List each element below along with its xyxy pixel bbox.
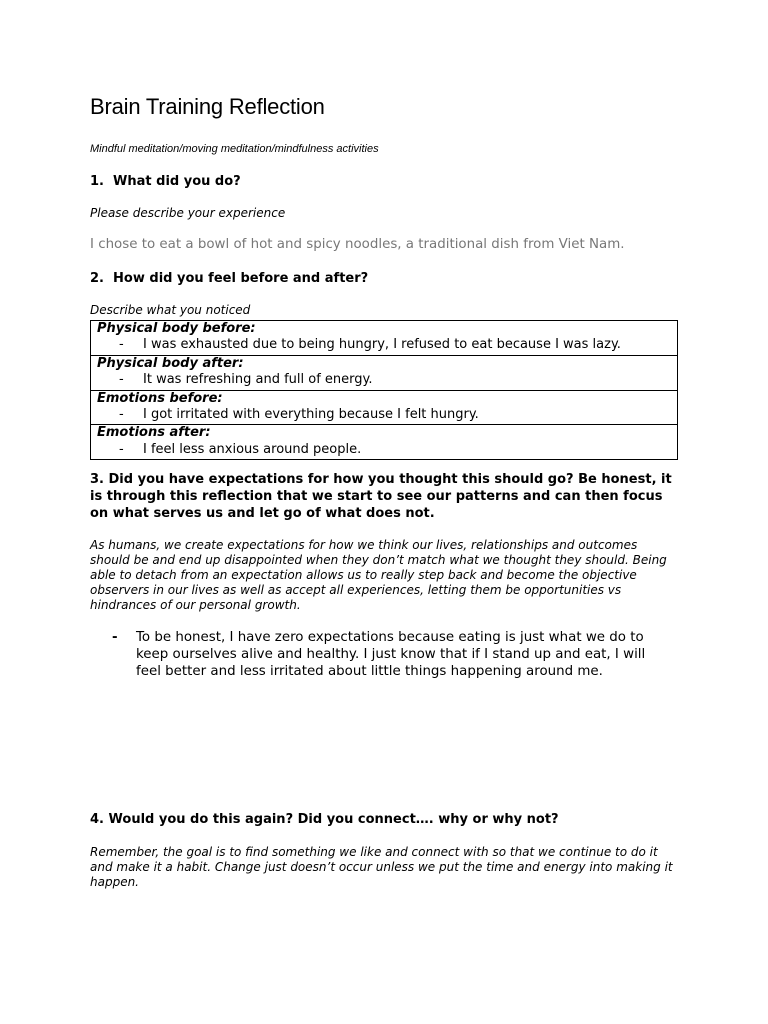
question-1-text: What did you do?	[113, 174, 241, 189]
table-row	[91, 321, 678, 356]
row-dash: -	[119, 337, 124, 353]
bullet-dash: -	[112, 630, 118, 645]
question-2-number: 2.	[90, 271, 104, 286]
question-2-hint: Describe what you noticed	[90, 303, 251, 317]
row-text: It was refreshing and full of energy.	[143, 372, 373, 388]
question-2-text: How did you feel before and after?	[113, 271, 369, 286]
question-1-hint: Please describe your experience	[90, 206, 286, 220]
table-row	[91, 355, 678, 390]
row-label: Physical body before:	[97, 321, 256, 336]
row-item	[97, 407, 671, 423]
row-label: Emotions after:	[97, 425, 211, 441]
row-dash: -	[119, 407, 124, 423]
feelings-table	[90, 320, 678, 460]
question-1-answer: I chose to eat a bowl of hot and spicy noodles, a traditional dish from Viet Nam.	[90, 237, 625, 252]
question-2	[90, 270, 368, 287]
question-3	[90, 471, 680, 522]
row-text: I feel less anxious around people.	[143, 441, 362, 457]
table-cell	[91, 390, 678, 425]
question-3-hint: As humans, we create expectations for how we think our lives, relationships and outcomes should be and end up disappointed when they don’t match what we thought they should. Being able to detach from an expectation allows us to really step back and become the objective observers in our lives as well as accept all experiences, letting them be opportunities vs hindrances of our personal growth.	[90, 538, 667, 612]
table-cell	[91, 321, 678, 356]
document-title: Brain Training Reflection	[90, 94, 325, 119]
question-4	[90, 811, 559, 828]
row-dash: -	[119, 441, 124, 457]
question-4-number: 4.	[90, 812, 104, 827]
row-text: I got irritated with everything because I felt hungry.	[143, 407, 479, 423]
row-label: Emotions before:	[97, 390, 223, 406]
row-item	[97, 337, 671, 353]
table-row	[91, 425, 678, 460]
question-3-answer	[112, 629, 672, 680]
question-3-number: 3.	[90, 472, 104, 487]
question-4-hint: Remember, the goal is to find something we like and connect with so that we continue to do it and make it a habit. Change just doesn’t occur unless we put the time and energy into making it happen.	[90, 845, 673, 889]
table-row	[91, 390, 678, 425]
question-4-text: Would you do this again? Did you connect…. why or why not?	[108, 812, 559, 827]
row-dash: -	[119, 372, 124, 388]
question-1	[90, 173, 241, 190]
table-cell	[91, 355, 678, 390]
row-text: I was exhausted due to being hungry, I refused to eat because I was lazy.	[143, 337, 621, 353]
row-label: Physical body after:	[97, 355, 244, 371]
document-subtitle: Mindful meditation/moving meditation/mindfulness activities	[90, 143, 379, 155]
row-item	[97, 372, 671, 388]
question-3-text: Did you have expectations for how you thought this should go? Be honest, it is through this reflection that we start to see our patterns and can then focus on what serves us and let go of what does not.	[90, 472, 672, 521]
question-1-number: 1.	[90, 174, 104, 189]
question-3-answer-text: To be honest, I have zero expectations because eating is just what we do to keep ourselves alive and healthy. I just know that if I stand up and eat, I will feel better and less irritated about little things happening around me.	[136, 630, 646, 679]
row-item	[97, 442, 671, 458]
table-cell	[91, 425, 678, 460]
